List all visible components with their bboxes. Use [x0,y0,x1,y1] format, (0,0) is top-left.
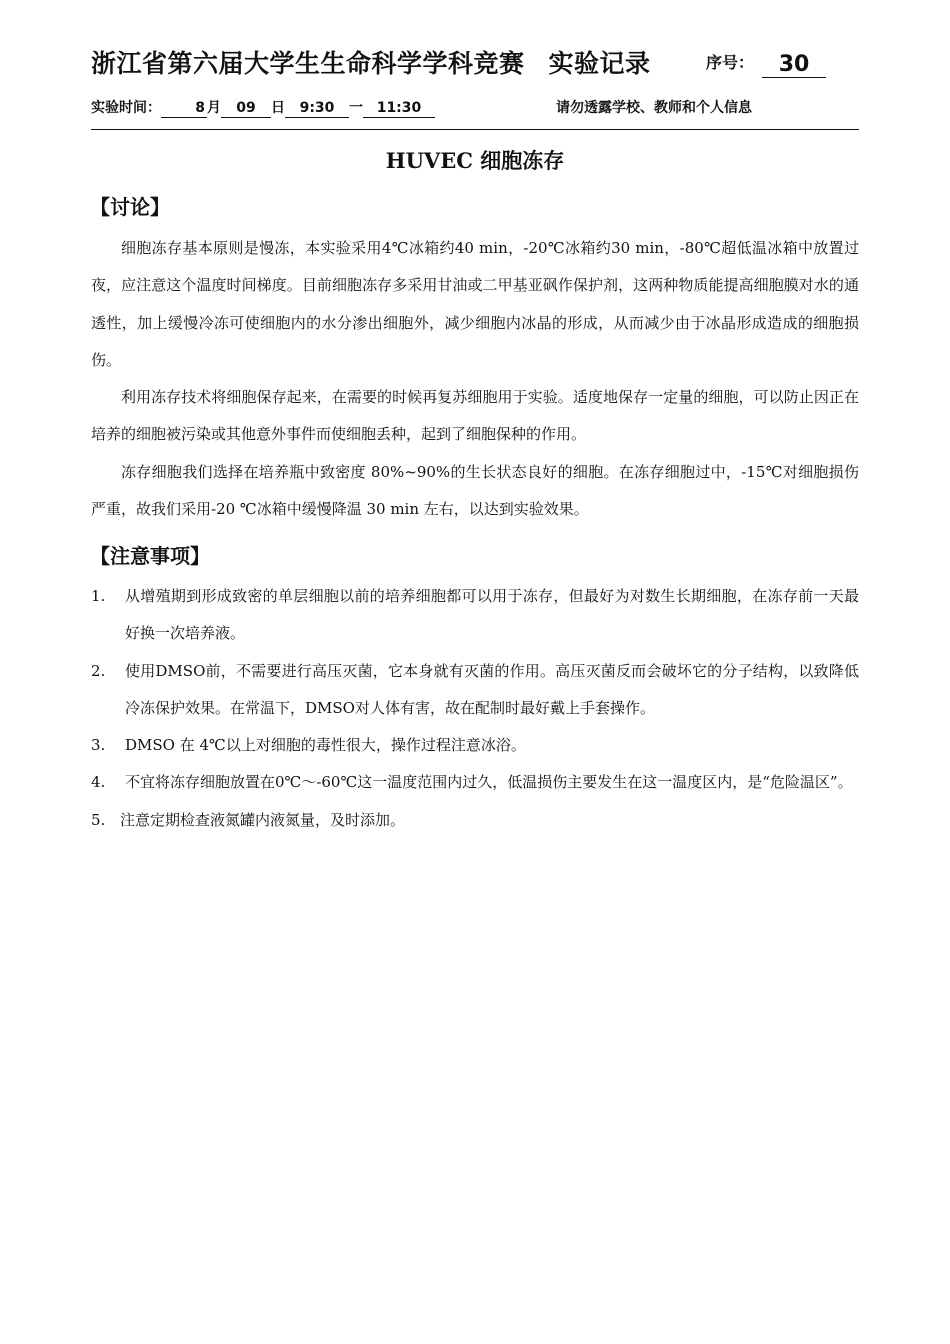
experiment-time [91,97,435,118]
discussion-body [91,230,859,528]
list-item [91,764,859,801]
list-item [91,802,859,839]
privacy-note: 请勿透露学校、教师和个人信息 [556,100,752,116]
end-time: 11:30 [363,100,435,118]
discussion-paragraph: 冻存细胞我们选择在培养瓶中致密度 80%~90%的生长状态良好的细胞。在冻存细胞过中，-15℃对细胞损伤严重，故我们采用-20 ℃冰箱中缓慢降温 30 min 左右，以达到实验效果。 [91,462,859,519]
competition-title [91,44,651,80]
discussion-heading: 【讨论】 [90,195,170,219]
discussion-paragraph: 细胞冻存基本原则是慢冻，本实验采用4℃冰箱约40 min，-20℃冰箱约30 min，-80℃超低温冰箱中放置过夜，应注意这个温度时间梯度。目前细胞冻存多采用甘油或二甲基亚砜作保护剂，这两种物质能提高细胞膜对水的通透性，加上缓慢冷冻可使细胞内的水分渗出细胞外，减少细胞内冰晶的形成，从而减少由于冰晶形成造成的细胞损伤。 [91,239,859,369]
list-item [91,578,859,653]
item-text: 注意定期检查液氮罐内液氮量，及时添加。 [120,810,406,829]
serial-label: 序号： [706,53,755,72]
notes-heading: 【注意事项】 [90,544,210,568]
item-number: 2. [91,661,106,680]
item-number: 4. [91,773,106,792]
time-label: 实验时间： [91,100,161,116]
title-main: 浙江省第六届大学生生命科学学科竞赛 [91,49,525,78]
serial-number [706,50,826,75]
discussion-paragraph: 利用冻存技术将细胞保存起来，在需要的时候再复苏细胞用于实验。适度地保存一定量的细胞，可以防止因正在培养的细胞被污染或其他意外事件而使细胞丢种，起到了细胞保种的作用。 [91,388,859,444]
header-divider [91,129,859,130]
item-number: 1. [91,587,106,605]
month-value: 8 [161,100,207,118]
item-text: 不宜将冻存细胞放置在0℃～-60℃这一温度范围内过久，低温损伤主要发生在这一温度区内，是“危险温区”。 [125,773,853,792]
item-text: 使用DMSO前，不需要进行高压灭菌，它本身就有灭菌的作用。高压灭菌反而会破坏它的分子结构，以致降低冷冻保护效果。在常温下，DMSO对人体有害，故在配制时最好戴上手套操作。 [125,661,859,717]
item-number: 3. [91,736,106,755]
start-time: 9:30 [285,100,349,118]
time-dash: 一 [349,100,363,116]
month-unit: 月 [207,100,221,116]
day-unit: 日 [271,100,285,116]
item-text: DMSO 在 4℃以上对细胞的毒性很大，操作过程注意冰浴。 [125,736,526,755]
list-item [91,653,859,728]
day-value: 09 [221,100,271,118]
title-sub: 实验记录 [548,49,651,78]
page-title: HUVEC 细胞冻存 [385,148,565,173]
notes-list [91,578,859,839]
item-number: 5. [91,810,106,829]
list-item [91,727,859,764]
serial-value: 30 [762,53,826,78]
item-text: 从增殖期到形成致密的单层细胞以前的培养细胞都可以用于冻存，但最好为对数生长期细胞，在冻存前一天最好换一次培养液。 [125,587,859,643]
